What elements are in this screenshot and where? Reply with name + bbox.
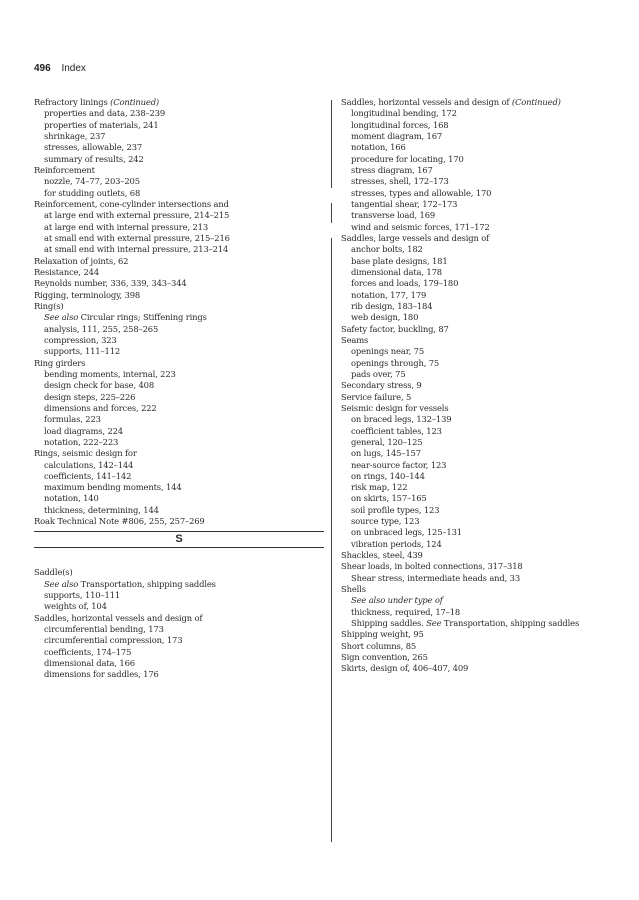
change-bar: [331, 203, 332, 223]
index-subentry: on braced legs, 132–139: [351, 414, 452, 425]
index-subentry: summary of results, 242: [44, 153, 144, 164]
index-entry: Shells: [341, 584, 366, 595]
index-entry: Resistance, 244: [34, 266, 99, 277]
index-subentry: nozzle, 74–77, 203–205: [44, 176, 140, 187]
entry-italic-text: See also under type of: [351, 595, 443, 606]
index-subentry: notation, 177, 179: [351, 289, 427, 300]
index-subentry: at small end with internal pressure, 213–214: [44, 244, 229, 255]
index-subentry: notation, 222–223: [44, 436, 119, 447]
index-subentry: dimensional data, 166: [44, 658, 135, 669]
index-subentry: stresses, types and allowable, 170: [351, 187, 492, 198]
index-subentry: stress diagram, 167: [351, 164, 433, 175]
index-entry: Ring(s): [34, 300, 64, 311]
index-entry: Saddle(s): [34, 567, 73, 578]
index-subentry: anchor bolts, 182: [351, 244, 423, 255]
index-subentry: coefficient tables, 123: [351, 425, 442, 436]
page-number: 496: [34, 63, 51, 74]
index-subentry: load diagrams, 224: [44, 425, 123, 436]
entry-text: Transportation, shipping saddles: [78, 578, 216, 589]
index-subentry: coefficients, 141–142: [44, 470, 132, 481]
section-rule: [34, 547, 324, 548]
index-subentry: [341, 595, 629, 606]
index-subentry: circumferential bending, 173: [44, 624, 164, 635]
page-header: [34, 63, 86, 74]
index-subentry: forces and loads, 179–180: [351, 278, 459, 289]
index-subentry: [34, 312, 324, 323]
index-subentry: thickness, determining, 144: [44, 504, 159, 515]
section-letter: S: [175, 533, 183, 546]
index-entry: Skirts, design of, 406–407, 409: [341, 663, 469, 674]
index-subentry: tangential shear, 172–173: [351, 198, 458, 209]
index-subentry: openings near, 75: [351, 346, 425, 357]
running-title: Index: [61, 63, 86, 74]
index-subentry: compression, 323: [44, 334, 117, 345]
index-subentry: design steps, 225–226: [44, 391, 136, 402]
index-subentry: dimensions and forces, 222: [44, 402, 157, 413]
index-subentry: coefficients, 174–175: [44, 646, 132, 657]
index-column-left: [34, 97, 324, 681]
index-entry: Shipping weight, 95: [341, 629, 424, 640]
entry-italic-text: (Continued): [511, 97, 561, 107]
index-subentry: on skirts, 157–165: [351, 493, 427, 504]
index-subentry: notation, 166: [351, 142, 406, 153]
index-subentry: vibration periods, 124: [351, 538, 442, 549]
index-entry: Roak Technical Note #806, 255, 257–269: [34, 516, 205, 527]
index-subentry: thickness, required, 17–18: [351, 606, 461, 617]
index-subentry: formulas, 223: [44, 414, 101, 425]
index-subentry: source type, 123: [351, 516, 420, 527]
change-bar: [331, 100, 332, 188]
index-subentry: on unbraced legs, 125–131: [351, 527, 462, 538]
index-entry: Shear loads, in bolted connections, 317–318: [341, 561, 523, 572]
index-entry: Secondary stress, 9: [341, 380, 422, 391]
entry-text: Shipping saddles.: [351, 618, 427, 629]
index-subentry: Shear stress, intermediate heads and, 33: [351, 572, 520, 583]
index-subentry: maximum bending moments, 144: [44, 482, 182, 493]
index-entry: Short columns, 85: [341, 640, 417, 651]
index-subentry: rib design, 183–184: [351, 300, 433, 311]
index-entry: Reynolds number, 336, 339, 343–344: [34, 278, 187, 289]
index-subentry: design check for base, 408: [44, 380, 155, 391]
index-subentry: weights of, 104: [44, 601, 107, 612]
index-subentry: [34, 579, 324, 590]
index-subentry: circumferential compression, 173: [44, 635, 183, 646]
index-entry: Safety factor, buckling, 87: [341, 323, 449, 334]
index-entry: Ring girders: [34, 357, 86, 368]
index-entry: Saddles, large vessels and design of: [341, 232, 490, 243]
index-column-right: [341, 97, 629, 675]
entry-text: Saddles, horizontal vessels and design of: [341, 97, 512, 107]
index-subentry: wind and seismic forces, 171–172: [351, 221, 490, 232]
index-entry: Rings, seismic design for: [34, 448, 137, 459]
index-subentry: risk map, 122: [351, 482, 408, 493]
entry-italic-text: See also: [44, 312, 79, 323]
entry-italic-text: See also: [44, 578, 79, 589]
index-subentry: for studding outlets, 68: [44, 187, 141, 198]
index-subentry: dimensional data, 178: [351, 266, 442, 277]
index-subentry: procedure for locating, 170: [351, 153, 464, 164]
index-subentry: analysis, 111, 255, 258–265: [44, 323, 159, 334]
index-subentry: calculations, 142–144: [44, 459, 134, 470]
index-subentry: on rings, 140–144: [351, 470, 425, 481]
index-subentry: bending moments, internal, 223: [44, 368, 176, 379]
index-entry: Service failure, 5: [341, 391, 412, 402]
index-subentry: at small end with external pressure, 215–216: [44, 232, 230, 243]
index-subentry: at large end with internal pressure, 213: [44, 221, 209, 232]
index-subentry: longitudinal forces, 168: [351, 119, 449, 130]
index-entry: Reinforcement: [34, 164, 95, 175]
index-subentry: properties of materials, 241: [44, 119, 159, 130]
index-entry: Shackles, steel, 439: [341, 550, 423, 561]
index-subentry: near-source factor, 123: [351, 459, 447, 470]
index-entry: [341, 97, 629, 108]
index-subentry: general, 120–125: [351, 436, 423, 447]
index-subentry: at large end with external pressure, 214–215: [44, 210, 230, 221]
index-subentry: stresses, shell, 172–173: [351, 176, 449, 187]
section-divider: [34, 527, 324, 567]
index-subentry: transverse load, 169: [351, 210, 436, 221]
index-entry: Reinforcement, cone-cylinder intersections and: [34, 198, 229, 209]
index-subentry: web design, 180: [351, 312, 419, 323]
entry-text: Refractory linings: [34, 97, 111, 107]
index-subentry: dimensions for saddles, 176: [44, 669, 159, 680]
index-entry: [34, 97, 324, 108]
index-subentry: supports, 110–111: [44, 590, 121, 601]
change-bar: [331, 238, 332, 842]
index-subentry: supports, 111–112: [44, 346, 121, 357]
index-entry: Rigging, terminology, 398: [34, 289, 141, 300]
index-subentry: openings through, 75: [351, 357, 440, 368]
index-subentry: pads over, 75: [351, 368, 406, 379]
entry-italic-text: (Continued): [110, 97, 160, 107]
entry-text: Transportation, shipping saddles: [441, 618, 580, 629]
index-subentry: shrinkage, 237: [44, 130, 106, 141]
index-subentry: longitudinal bending, 172: [351, 108, 457, 119]
index-subentry: moment diagram, 167: [351, 130, 443, 141]
index-subentry: stresses, allowable, 237: [44, 142, 143, 153]
index-entry: Seams: [341, 334, 369, 345]
index-entry: Relaxation of joints, 62: [34, 255, 129, 266]
index-entry: Seismic design for vessels: [341, 402, 449, 413]
index-subentry: on lugs, 145–157: [351, 448, 421, 459]
entry-italic-text: See: [426, 618, 442, 629]
index-subentry: [341, 618, 629, 629]
index-subentry: soil profile types, 123: [351, 504, 440, 515]
index-entry: Saddles, horizontal vessels and design of: [34, 612, 203, 623]
index-subentry: base plate designs, 181: [351, 255, 448, 266]
index-subentry: properties and data, 238–239: [44, 108, 166, 119]
entry-text: Circular rings; Stiffening rings: [78, 312, 207, 323]
index-subentry: notation, 140: [44, 493, 99, 504]
index-entry: Sign convention, 265: [341, 652, 428, 663]
